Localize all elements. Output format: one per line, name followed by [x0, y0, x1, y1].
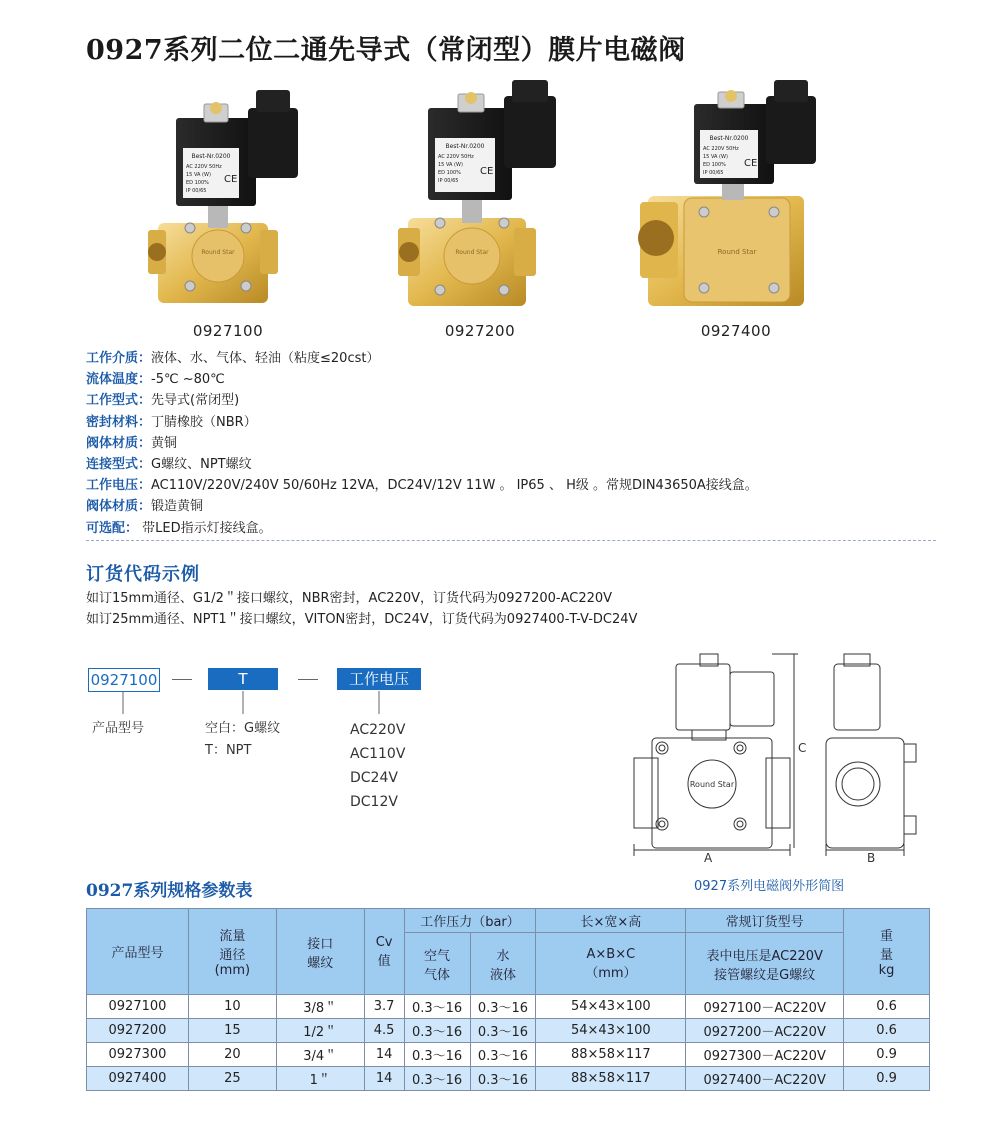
dimension-b: B: [867, 851, 876, 865]
cell-port: 1/2＂: [276, 1019, 364, 1043]
product-0927100: [128, 78, 328, 348]
nameplate-ip: IP 00/65: [438, 178, 459, 184]
spec-value: 黄铜: [151, 435, 178, 451]
cell-order: 0927400－AC220V: [686, 1067, 844, 1091]
table-row: [87, 1067, 930, 1091]
nameplate-ip: IP 00/65: [703, 170, 724, 176]
header-cv: [364, 909, 404, 995]
code-separator: [298, 679, 318, 680]
cell-port: 1＂: [276, 1067, 364, 1091]
code-segment-model: 0927100: [88, 668, 160, 692]
drawing-caption: 0927系列电磁阀外形简图: [694, 879, 845, 894]
cell-weight: 0.6: [844, 995, 930, 1019]
table-title: 0927系列规格参数表: [86, 881, 253, 901]
voltage-option: DC12V: [350, 794, 398, 810]
body-logo: Round Star: [455, 249, 489, 256]
cell-model: 0927200: [87, 1019, 189, 1043]
cell-dims: 88×58×117: [536, 1067, 686, 1091]
cell-flow: 20: [188, 1043, 276, 1067]
body-logo: Round Star: [717, 248, 757, 256]
nameplate-brand: Best-Nr.0200: [709, 135, 749, 142]
header-weight: [844, 909, 930, 995]
solenoid-valve-small-image: [128, 78, 328, 318]
spec-key: 连接型式：: [86, 457, 152, 473]
header-flow: [188, 909, 276, 995]
product-model-label: 0927100: [192, 322, 264, 340]
product-model-label: 0927400: [700, 322, 772, 340]
header-line: Cv: [375, 934, 393, 950]
spec-row: [86, 475, 758, 496]
header-port: [276, 909, 364, 995]
cell-water: 0.3～16: [470, 995, 536, 1019]
spec-value: 带LED指示灯接线盒。: [138, 520, 272, 536]
nameplate-brand: Best-Nr.0200: [445, 143, 485, 150]
spec-row: [86, 518, 758, 539]
header-dims: 长×宽×高: [536, 909, 686, 933]
spec-row: [86, 390, 758, 411]
page-title: 0927系列二位二通先导式（常闭型）膜片电磁阀: [86, 35, 686, 66]
spec-row: [86, 454, 758, 475]
cell-port: 3/4＂: [276, 1043, 364, 1067]
nameplate-duty: ED 100%: [703, 162, 726, 168]
cell-model: 0927300: [87, 1043, 189, 1067]
header-line: 气体: [424, 967, 451, 983]
order-examples: [86, 588, 637, 630]
cell-air: 0.3～16: [404, 1019, 470, 1043]
product-0927400: [636, 78, 836, 348]
spec-key: 可选配：: [86, 520, 139, 536]
drawing-logo: Round Star: [689, 780, 735, 789]
voltage-option: DC24V: [350, 770, 398, 786]
dimension-a: A: [704, 851, 713, 865]
cell-model: 0927100: [87, 995, 189, 1019]
code-label-model: 产品型号: [92, 721, 145, 736]
cell-cv: 14: [364, 1043, 404, 1067]
voltage-option: AC220V: [350, 722, 406, 738]
code-segment-thread: T: [208, 668, 278, 690]
cell-cv: 4.5: [364, 1019, 404, 1043]
header-line: (mm): [214, 963, 251, 978]
nameplate-voltage: AC 220V 50Hz: [186, 164, 222, 170]
spec-row: [86, 412, 758, 433]
spec-key: 工作介质：: [86, 351, 152, 366]
ce-mark: CE: [744, 158, 758, 169]
header-line: 重: [880, 929, 894, 944]
spec-value: AC110V/220V/240V 50/60Hz 12VA，DC24V/12V 11W 。 IP65 、 H级 。常规DIN43650A接线盒。: [151, 478, 758, 494]
order-example-heading: 订货代码示例: [86, 564, 200, 585]
spec-row: [86, 348, 758, 369]
nameplate-voltage: AC 220V 50Hz: [703, 146, 739, 152]
spec-row: [86, 496, 758, 517]
spec-value: 锻造黄铜: [151, 499, 204, 515]
code-separator: [172, 679, 192, 680]
code-label-thread: [205, 718, 280, 762]
table-row: [87, 995, 930, 1019]
nameplate-duty: ED 100%: [438, 170, 461, 176]
cell-cv: 3.7: [364, 995, 404, 1019]
header-pressure: 工作压力（bar）: [404, 909, 536, 933]
header-water: [470, 933, 536, 995]
cell-model: 0927400: [87, 1067, 189, 1091]
cell-air: 0.3～16: [404, 995, 470, 1019]
header-line: 量: [880, 948, 894, 963]
cell-air: 0.3～16: [404, 1067, 470, 1091]
solenoid-valve-large-image: [636, 78, 836, 318]
cell-dims: 88×58×117: [536, 1043, 686, 1067]
code-label-voltage: [350, 718, 405, 814]
header-line: （mm）: [585, 965, 637, 981]
cell-flow: 15: [188, 1019, 276, 1043]
header-line: kg: [878, 963, 895, 978]
spec-key: 密封材料：: [86, 414, 152, 430]
spec-key: 工作电压：: [86, 478, 152, 494]
spec-table: [86, 908, 930, 1091]
nameplate-duty: ED 100%: [186, 180, 209, 186]
cell-air: 0.3～16: [404, 1043, 470, 1067]
thread-option: T：NPT: [205, 743, 252, 758]
header-line: 表中电压是AC220V: [706, 948, 823, 964]
nameplate-ip: IP 00/65: [186, 188, 207, 194]
cell-water: 0.3～16: [470, 1019, 536, 1043]
order-example-line: 如订25mm通径、NPT1＂接口螺纹，VITON密封，DC24V，订货代码为0927400-T-V-DC24V: [86, 612, 638, 627]
cell-flow: 10: [188, 995, 276, 1019]
nameplate-voltage: AC 220V 50Hz: [438, 154, 474, 160]
spec-row: [86, 433, 758, 454]
spec-key: 工作型式：: [86, 393, 152, 409]
spec-key: 阀体材质：: [86, 435, 152, 451]
spec-value: 液体、水、气体、轻油（粘度≤20cst）: [151, 351, 380, 366]
body-logo: Round Star: [201, 249, 235, 256]
code-segment-voltage: 工作电压: [337, 668, 421, 690]
spec-value: -5℃ ~80℃: [151, 372, 225, 388]
header-line: A×B×C: [586, 946, 636, 962]
spec-list: [86, 348, 758, 539]
header-line: 空气: [424, 948, 451, 964]
product-model-label: 0927200: [444, 322, 516, 340]
cell-weight: 0.9: [844, 1043, 930, 1067]
header-model: 产品型号: [87, 909, 189, 995]
header-line: 螺纹: [307, 955, 334, 971]
cell-weight: 0.6: [844, 1019, 930, 1043]
valve-outline-drawing: [622, 648, 922, 870]
header-dims-sub: [536, 933, 686, 995]
header-air: [404, 933, 470, 995]
product-0927200: [380, 78, 580, 348]
table-row: [87, 1043, 930, 1067]
header-line: 水: [496, 948, 510, 964]
nameplate-power: 15 VA (W): [438, 162, 463, 168]
spec-value: 先导式(常闭型): [151, 393, 240, 409]
cell-flow: 25: [188, 1067, 276, 1091]
product-gallery: [0, 78, 1006, 348]
spec-key: 阀体材质：: [86, 499, 152, 515]
header-line: 流量: [219, 929, 246, 944]
spec-row: [86, 369, 758, 390]
cell-port: 3/8＂: [276, 995, 364, 1019]
code-connector-lines: [0, 690, 440, 720]
section-divider: [86, 540, 936, 541]
cell-water: 0.3～16: [470, 1067, 536, 1091]
cell-dims: 54×43×100: [536, 1019, 686, 1043]
spec-value: 丁腈橡胶（NBR）: [151, 414, 257, 430]
dimension-c: C: [798, 741, 807, 755]
header-order-sub: [686, 933, 844, 995]
header-line: 值: [377, 953, 391, 969]
cell-weight: 0.9: [844, 1067, 930, 1091]
header-line: 接口: [307, 936, 334, 952]
thread-option: 空白：G螺纹: [205, 721, 281, 736]
cell-order: 0927300－AC220V: [686, 1043, 844, 1067]
voltage-option: AC110V: [350, 746, 406, 762]
nameplate-power: 15 VA (W): [186, 172, 211, 178]
table-row: [87, 1019, 930, 1043]
solenoid-valve-medium-image: [380, 78, 580, 318]
nameplate-brand: Best-Nr.0200: [191, 153, 231, 160]
ce-mark: CE: [480, 166, 494, 177]
header-line: 接管螺纹是G螺纹: [714, 967, 816, 983]
header-order: 常规订货型号: [686, 909, 844, 933]
spec-key: 流体温度：: [86, 372, 152, 388]
cell-order: 0927100－AC220V: [686, 995, 844, 1019]
cell-water: 0.3～16: [470, 1043, 536, 1067]
cell-dims: 54×43×100: [536, 995, 686, 1019]
spec-value: G螺纹、NPT螺纹: [151, 457, 252, 473]
header-line: 液体: [489, 967, 516, 983]
ce-mark: CE: [224, 174, 238, 185]
cell-order: 0927200－AC220V: [686, 1019, 844, 1043]
nameplate-power: 15 VA (W): [703, 154, 728, 160]
header-line: 通径: [219, 948, 246, 963]
cell-cv: 14: [364, 1067, 404, 1091]
order-example-line: 如订15mm通径、G1/2＂接口螺纹，NBR密封，AC220V，订货代码为0927200-AC220V: [86, 591, 613, 606]
